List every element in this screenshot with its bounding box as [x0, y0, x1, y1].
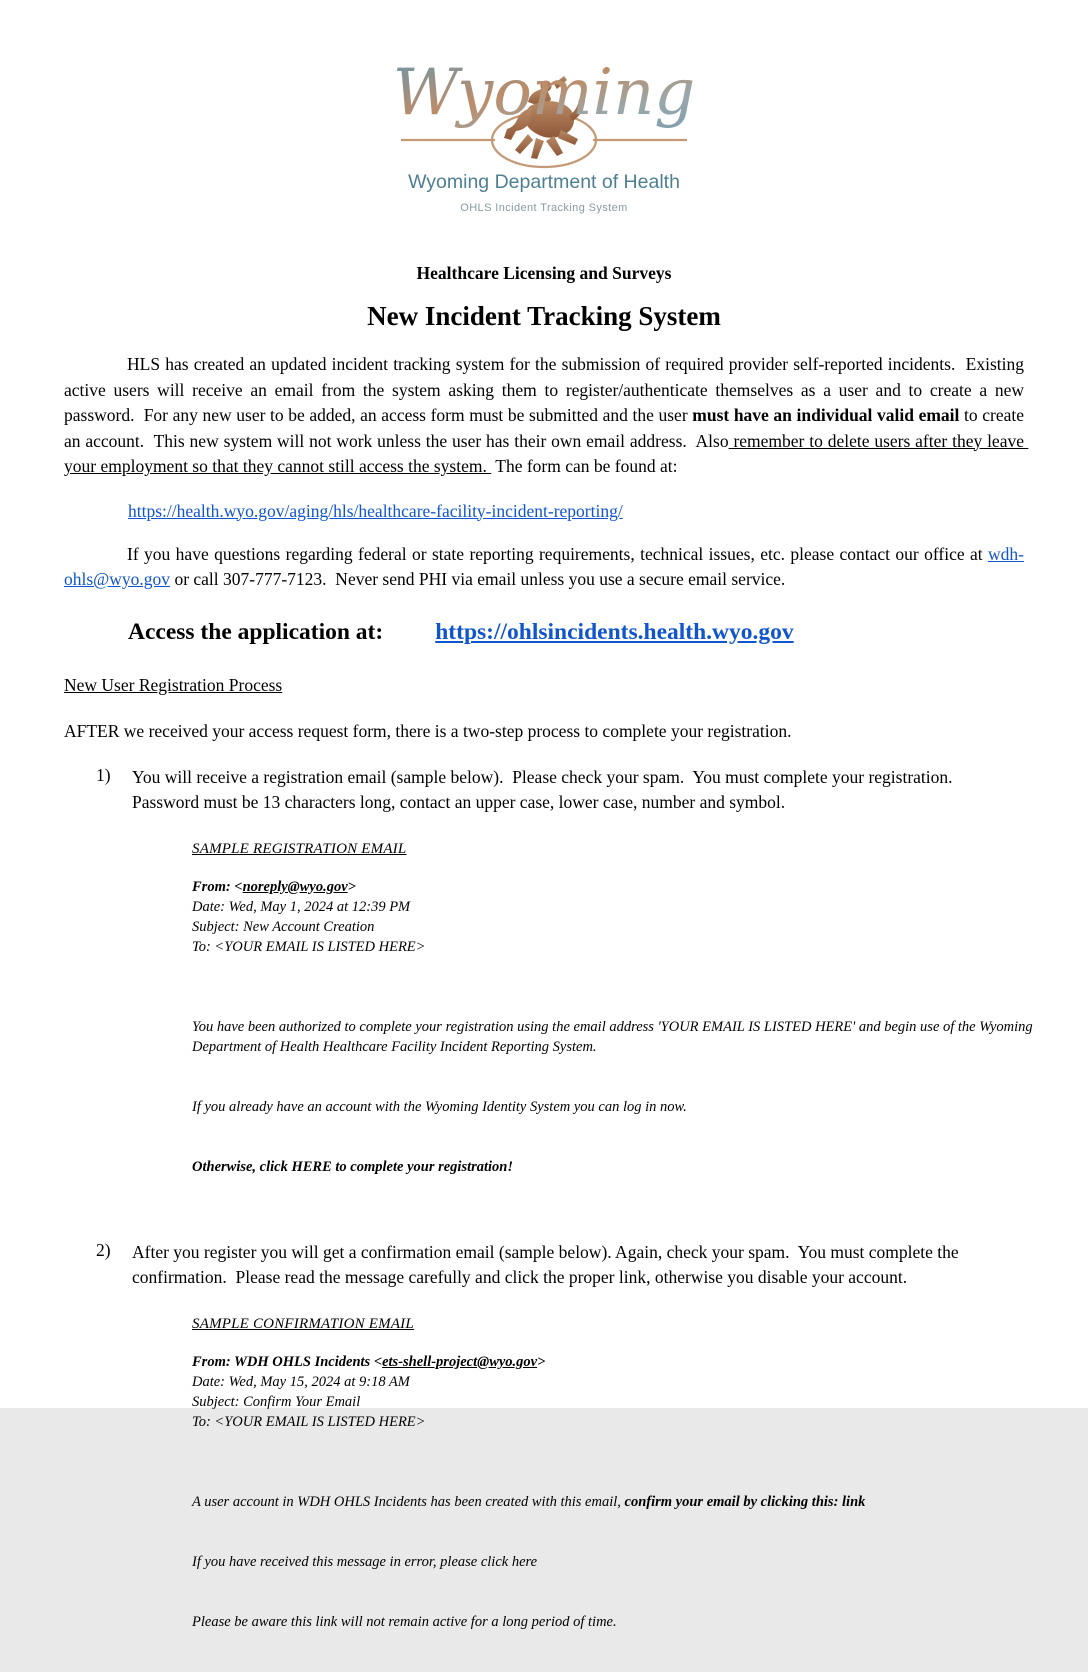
intro-text-c: The form can be found at: [491, 456, 678, 476]
confirmation-email-body-line1 [192, 1492, 1040, 1512]
page-title: New Incident Tracking System [367, 301, 721, 331]
step-1 [96, 765, 1024, 816]
confirmation-email-body-line3: Please be aware this link will not remain active for a long period of time. [192, 1613, 617, 1630]
step-1-number: 1) [96, 764, 111, 785]
wdh-ohls-email-link[interactable]: wdh-ohls@wyo.gov [64, 543, 1024, 589]
confirmation-email-date: Date: Wed, May 15, 2024 at 9:18 AM [192, 1373, 410, 1390]
contact-paragraph [64, 542, 1024, 593]
registration-email-from [192, 877, 1024, 897]
sample-confirmation-email-heading: SAMPLE CONFIRMATION EMAIL [192, 1315, 414, 1332]
contact-text-a: If you have questions regarding federal or state reporting requirements, technical issues, etc. please contact our office at [127, 543, 989, 564]
registration-process-heading: New User Registration Process [64, 674, 283, 695]
logo-org-name: Wyoming Department of Health [408, 171, 680, 193]
wdh-logo-graphic [389, 22, 699, 222]
step-1-text: You will receive a registration email (sample below). Please check your spam. You must complete your registration. Password must be 13 characters long, contact an upper case, lower case, number and symbol. [132, 766, 962, 812]
step-2-text: After you register you will get a confirmation email (sample below). Again, check your spam. You must complete the confirmation. Please read the message carefully and click the proper link, otherwise you disable your account. [132, 1241, 964, 1287]
confirmation-body-text-bold: confirm your email by clicking this: link [624, 1493, 866, 1510]
intro-text-b: to create an account. This new system will not work unless the user has their own email address. Also [64, 405, 1029, 451]
registration-email-body-line3: Otherwise, click HERE to complete your registration! [192, 1158, 514, 1175]
confirmation-email-subject: Subject: Confirm Your Email [192, 1393, 361, 1410]
intro-text-underlined: remember to delete users after they leave your employment so that they cannot still access the system. [64, 430, 1029, 476]
from-suffix: > [537, 1353, 546, 1370]
registration-email-subject: Subject: New Account Creation [192, 918, 375, 935]
registration-email-body-line1: You have been authorized to complete your registration using the email address 'YOUR EMAIL IS LISTED HERE' and begin use of the Wyoming Department of Health Healthcare Facility Incident Reporting System. [192, 1018, 1037, 1055]
intro-paragraph [64, 352, 1029, 480]
form-link-line [128, 501, 1024, 522]
registration-email-body-line2: If you already have an account with the Wyoming Identity System you can log in now. [192, 1098, 687, 1115]
confirmation-email-from [192, 1352, 1024, 1372]
logo-tagline: OHLS Incident Tracking System [460, 202, 628, 214]
doc-subtitle: Healthcare Licensing and Surveys [416, 263, 672, 283]
incident-reporting-form-link[interactable]: https://health.wyo.gov/aging/hls/healthcare-facility-incident-reporting/ [128, 500, 623, 521]
from-suffix: > [347, 878, 356, 895]
intro-text-bold: must have an individual valid email [692, 405, 960, 425]
registration-email-header [192, 877, 1024, 957]
confirmation-email-body-line2: If you have received this message in error, please click here [192, 1553, 538, 1570]
from-prefix: From: < [192, 878, 243, 895]
confirmation-email-to: To: <YOUR EMAIL IS LISTED HERE> [192, 1413, 426, 1430]
sample-registration-email-heading: SAMPLE REGISTRATION EMAIL [192, 840, 407, 857]
confirmation-email-header [192, 1352, 1024, 1432]
registration-email-body [192, 977, 1040, 1217]
registration-intro: AFTER we received your access request form, there is a two-step process to complete your registration. [64, 720, 792, 741]
wyoming-wordmark: Wyoming [392, 56, 696, 130]
from-prefix: From: WDH OHLS Incidents < [192, 1353, 383, 1370]
contact-text-b: or call 307-777-7123. Never send PHI via email unless you use a secure email service. [170, 569, 786, 589]
ets-shell-project-email-address: ets-shell-project@wyo.gov [382, 1353, 538, 1370]
noreply-email-address: noreply@wyo.gov [242, 878, 348, 895]
registration-email-to: To: <YOUR EMAIL IS LISTED HERE> [192, 938, 426, 955]
access-application-line [128, 619, 1024, 646]
wdh-logo [64, 22, 1024, 227]
confirmation-body-text-a: A user account in WDH OHLS Incidents has been created with this email, [192, 1493, 625, 1510]
step-2 [96, 1240, 1024, 1291]
confirmation-email-body [192, 1452, 1040, 1672]
access-label: Access the application at: [128, 618, 384, 645]
ohls-incidents-app-link[interactable]: https://ohlsincidents.health.wyo.gov [435, 618, 794, 645]
intro-text-a: HLS has created an updated incident tracking system for the submission of required provider self-reported incidents. Existing active users will receive an email from the system asking them to register/authenticate themselves as a user and to create a new password. For any new user to be added, an access form must be submitted and the user [64, 354, 1029, 425]
step-2-number: 2) [96, 1239, 111, 1260]
registration-email-date: Date: Wed, May 1, 2024 at 12:39 PM [192, 898, 411, 915]
